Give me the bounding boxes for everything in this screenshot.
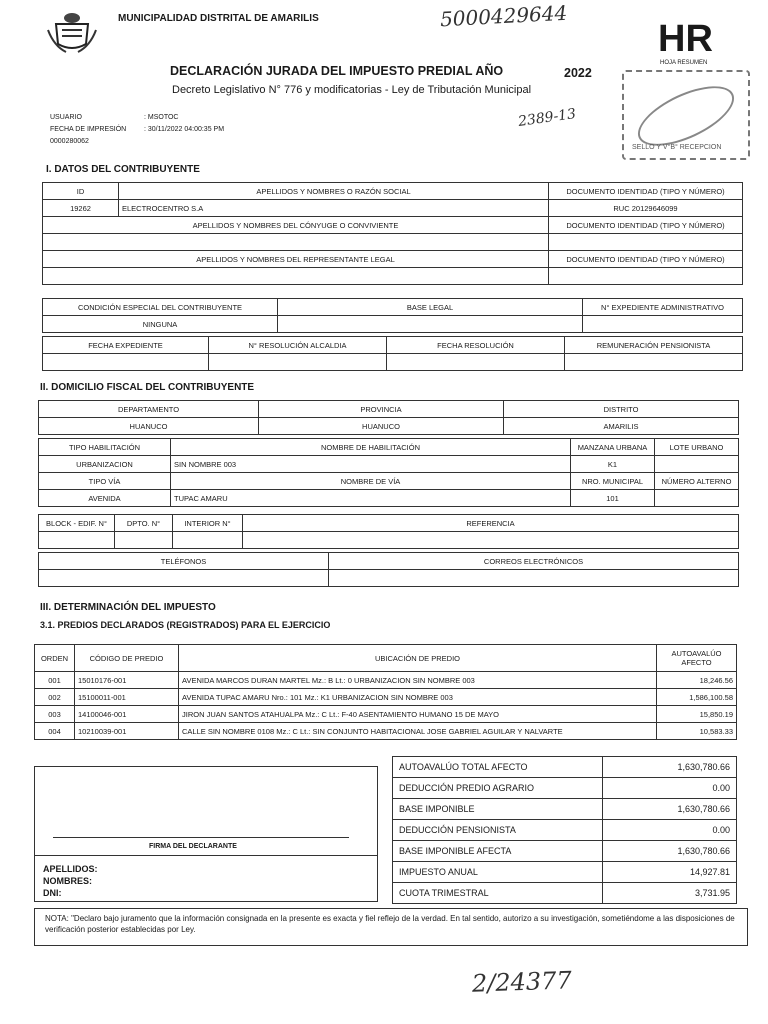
- manzana-value: K1: [571, 456, 655, 473]
- ubicacion-cell: CALLE SIN NOMBRE 0108 Mz.: C Lt.: SIN CONJUNTO HABITACIONAL JOSE GABRIEL AGUILAR Y NALVARTE: [179, 723, 657, 740]
- orden-cell: 004: [35, 723, 75, 740]
- summary-value: 0.00: [603, 820, 737, 841]
- valor-cell: 18,246.56: [657, 672, 737, 689]
- dpto-header: DPTO. N°: [115, 515, 173, 532]
- exp-adm-header: N° EXPEDIENTE ADMINISTRATIVO: [583, 299, 743, 316]
- num-alt-value: [655, 490, 739, 507]
- lote-value: [655, 456, 739, 473]
- ubicacion-cell: AVENIDA MARCOS DURAN MARTEL Mz.: B Lt.: 0 URBANIZACION SIN NOMBRE 003: [179, 672, 657, 689]
- summary-label: IMPUESTO ANUAL: [393, 862, 603, 883]
- table-row: [35, 672, 737, 689]
- stamp-label: SELLO Y V°B° RECEPCION: [632, 144, 722, 151]
- condicion-table: [42, 298, 743, 333]
- dni-label: DNI:: [43, 888, 62, 898]
- page-subtitle: Decreto Legislativo N° 776 y modificatorias - Ley de Tributación Municipal: [172, 84, 532, 96]
- base-legal-header: BASE LEGAL: [278, 299, 583, 316]
- base-legal-value: [278, 316, 583, 333]
- firma-label: FIRMA DEL DECLARANTE: [149, 843, 237, 850]
- summary-row: [393, 883, 737, 904]
- nombre-via-header: NOMBRE DE VÍA: [171, 473, 571, 490]
- block-header: BLOCK - EDIF. N°: [39, 515, 115, 532]
- summary-label: BASE IMPONIBLE: [393, 799, 603, 820]
- summary-label: DEDUCCIÓN PENSIONISTA: [393, 820, 603, 841]
- res-alc-header: N° RESOLUCIÓN ALCALDIA: [209, 337, 387, 354]
- telefonos-header: TELÉFONOS: [39, 553, 329, 570]
- spouse-value: [43, 234, 549, 251]
- summary-row: [393, 841, 737, 862]
- valor-cell: 10,583.33: [657, 723, 737, 740]
- codigo-cell: 10210039-001: [75, 723, 179, 740]
- nombre-via-value: TUPAC AMARU: [171, 490, 571, 507]
- interior-header: INTERIOR N°: [173, 515, 243, 532]
- summary-label: DEDUCCIÓN PREDIO AGRARIO: [393, 778, 603, 799]
- contacto-table: [38, 552, 739, 587]
- declaration-year: 2022: [564, 66, 592, 80]
- predios-table: [34, 644, 737, 740]
- codigo-cell: 15010176-001: [75, 672, 179, 689]
- summary-table: [392, 756, 737, 904]
- usuario-label: USUARIO: [50, 114, 82, 121]
- interior-table: [38, 514, 739, 549]
- summary-row: [393, 778, 737, 799]
- reception-stamp: [622, 70, 750, 160]
- nro-mun-header: NRO. MUNICIPAL: [571, 473, 655, 490]
- tipo-hab-header: TIPO HABILITACIÓN: [39, 439, 171, 456]
- correos-header: CORREOS ELECTRÓNICOS: [329, 553, 739, 570]
- orden-cell: 003: [35, 706, 75, 723]
- usuario-value: : MSOTOC: [144, 114, 179, 121]
- table-row: [35, 723, 737, 740]
- distrito-value: AMARILIS: [504, 418, 739, 435]
- document-number: 0000280062: [50, 138, 89, 145]
- contribuyente-table: [42, 182, 743, 285]
- names-header: APELLIDOS Y NOMBRES O RAZÓN SOCIAL: [119, 183, 549, 200]
- nombre-hab-header: NOMBRE DE HABILITACIÓN: [171, 439, 571, 456]
- cond-header: CONDICIÓN ESPECIAL DEL CONTRIBUYENTE: [43, 299, 278, 316]
- lote-header: LOTE URBANO: [655, 439, 739, 456]
- exp-adm-value: [583, 316, 743, 333]
- summary-value: 14,927.81: [603, 862, 737, 883]
- doc-value: RUC 20129646099: [549, 200, 743, 217]
- fecha-res-header: FECHA RESOLUCIÓN: [387, 337, 565, 354]
- summary-value: 1,630,780.66: [603, 757, 737, 778]
- nombres-label: NOMBRES:: [43, 876, 92, 886]
- rep-doc-value: [549, 268, 743, 285]
- id-value: 19262: [43, 200, 119, 217]
- section-1-title: I. DATOS DEL CONTRIBUYENTE: [46, 164, 200, 175]
- distrito-header: DISTRITO: [504, 401, 739, 418]
- departamento-header: DEPARTAMENTO: [39, 401, 259, 418]
- nro-mun-value: 101: [571, 490, 655, 507]
- ubicacion-cell: JIRON JUAN SANTOS ATAHUALPA Mz.: C Lt.: F-40 ASENTAMIENTO HUMANO 15 DE MAYO: [179, 706, 657, 723]
- rep-doc-header: DOCUMENTO IDENTIDAD (TIPO Y NÚMERO): [549, 251, 743, 268]
- expediente-table: [42, 336, 743, 371]
- signature-line: [53, 837, 349, 838]
- nombre-hab-value: SIN NOMBRE 003: [171, 456, 571, 473]
- spouse-header: APELLIDOS Y NOMBRES DEL CÓNYUGE O CONVIVIENTE: [43, 217, 549, 234]
- codigo-header: CÓDIGO DE PREDIO: [75, 645, 179, 672]
- summary-value: 3,731.95: [603, 883, 737, 904]
- nota-box: [34, 908, 748, 946]
- rep-header: APELLIDOS Y NOMBRES DEL REPRESENTANTE LEGAL: [43, 251, 549, 268]
- handwritten-number-bottom: 2/24377: [471, 966, 573, 998]
- habilitacion-table: [38, 438, 739, 507]
- signature-box: [34, 766, 378, 902]
- valor-cell: 15,850.19: [657, 706, 737, 723]
- section-3-1-title: 3.1. PREDIOS DECLARADOS (REGISTRADOS) PARA EL EJERCICIO: [40, 620, 331, 630]
- tipo-via-header: TIPO VÍA: [39, 473, 171, 490]
- summary-value: 1,630,780.66: [603, 799, 737, 820]
- hr-subtitle: HOJA RESUMEN: [660, 60, 708, 66]
- codigo-cell: 14100046-001: [75, 706, 179, 723]
- provincia-value: HUANUCO: [259, 418, 504, 435]
- handwritten-number-top: 5000429644: [439, 0, 568, 32]
- codigo-cell: 15100011-001: [75, 689, 179, 706]
- tipo-via-value: AVENIDA: [39, 490, 171, 507]
- departamento-value: HUANUCO: [39, 418, 259, 435]
- summary-row: [393, 820, 737, 841]
- spouse-doc-value: [549, 234, 743, 251]
- summary-label: AUTOAVALÚO TOTAL AFECTO: [393, 757, 603, 778]
- fecha-exp-header: FECHA EXPEDIENTE: [43, 337, 209, 354]
- orden-header: ORDEN: [35, 645, 75, 672]
- summary-row: [393, 862, 737, 883]
- handwritten-number-mid: 2389-13: [517, 106, 578, 130]
- summary-value: 0.00: [603, 778, 737, 799]
- referencia-header: REFERENCIA: [243, 515, 739, 532]
- id-header: ID: [43, 183, 119, 200]
- summary-value: 1,630,780.66: [603, 841, 737, 862]
- apellidos-label: APELLIDOS:: [43, 864, 98, 874]
- ubicacion-table: [38, 400, 739, 435]
- hr-code: HR: [658, 18, 713, 60]
- spouse-doc-header: DOCUMENTO IDENTIDAD (TIPO Y NÚMERO): [549, 217, 743, 234]
- table-row: [35, 706, 737, 723]
- ubicacion-header: UBICACIÓN DE PREDIO: [179, 645, 657, 672]
- name-value: ELECTROCENTRO S.A: [119, 200, 549, 217]
- valor-cell: 1,586,100.58: [657, 689, 737, 706]
- municipality-name: MUNICIPALIDAD DISTRITAL DE AMARILIS: [118, 13, 319, 24]
- nota-text: NOTA: "Declaro bajo juramento que la información consignada en la presente es exacta y fiel reflejo de la verdad. En tal sentido, autorizo a su investigación, sometiéndome a las disposiciones de verificación posterior establecidas por Ley.: [45, 914, 735, 934]
- section-2-title: II. DOMICILIO FISCAL DEL CONTRIBUYENTE: [40, 382, 255, 393]
- fecha-impresion-label: FECHA DE IMPRESIÓN: [50, 126, 127, 133]
- orden-cell: 001: [35, 672, 75, 689]
- summary-row: [393, 757, 737, 778]
- autovaluo-header: AUTOAVALÚO AFECTO: [657, 645, 737, 672]
- provincia-header: PROVINCIA: [259, 401, 504, 418]
- page-title: DECLARACIÓN JURADA DEL IMPUESTO PREDIAL AÑO: [170, 64, 504, 78]
- table-row: [35, 689, 737, 706]
- cond-value: NINGUNA: [43, 316, 278, 333]
- summary-label: CUOTA TRIMESTRAL: [393, 883, 603, 904]
- tipo-hab-value: URBANIZACION: [39, 456, 171, 473]
- num-alt-header: NÚMERO ALTERNO: [655, 473, 739, 490]
- manzana-header: MANZANA URBANA: [571, 439, 655, 456]
- rep-value: [43, 268, 549, 285]
- doc-header: DOCUMENTO IDENTIDAD (TIPO Y NÚMERO): [549, 183, 743, 200]
- ubicacion-cell: AVENIDA TUPAC AMARU Nro.: 101 Mz.: K1 URBANIZACION SIN NOMBRE 003: [179, 689, 657, 706]
- summary-row: [393, 799, 737, 820]
- summary-label: BASE IMPONIBLE AFECTA: [393, 841, 603, 862]
- municipality-seal-icon: [46, 10, 98, 54]
- fecha-impresion-value: : 30/11/2022 04:00:35 PM: [144, 126, 225, 133]
- section-3-title: III. DETERMINACIÓN DEL IMPUESTO: [40, 602, 216, 613]
- orden-cell: 002: [35, 689, 75, 706]
- remun-header: REMUNERACIÓN PENSIONISTA: [565, 337, 743, 354]
